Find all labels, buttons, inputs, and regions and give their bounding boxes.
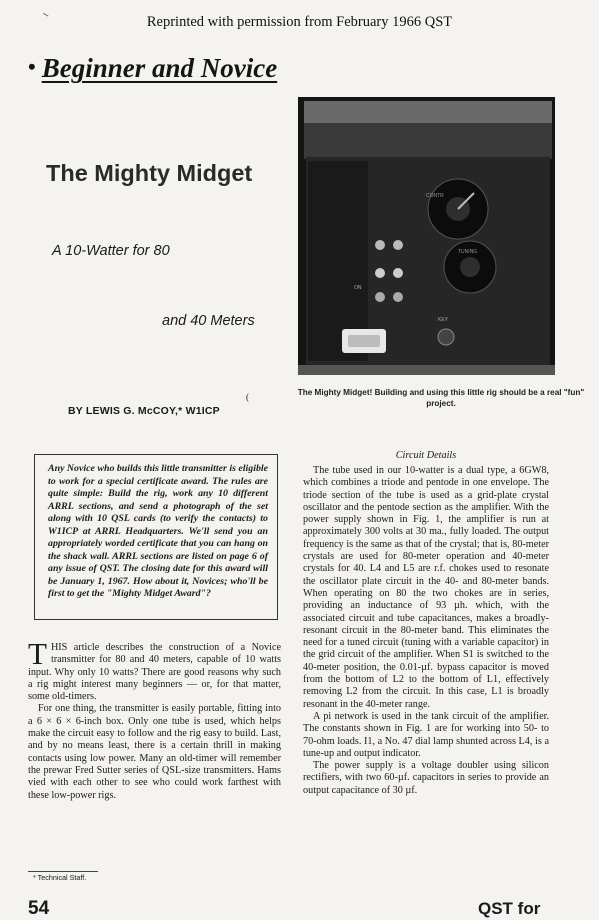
drop-cap: T [28, 636, 47, 671]
article-subtitle-line1: A 10-Watter for 80 [52, 243, 170, 259]
body-paragraph: For one thing, the transmitter is easily portable, fitting into a 6 × 6 × 6-inch box. Only one tube is used, which helps make the circuit easy to follow and the rig easy to build. Last, and by no means least, there is a certain thrill in making contacts using low power. Many an old-timer will remember the prewar Fred Sutter series of QSL-size transmitters. Hams vied with each other to see who could work farthest with these low-power rigs. [28, 703, 281, 801]
left-column [28, 636, 281, 802]
section-heading-text: Beginner and Novice [41, 53, 278, 83]
running-footer: QST for [478, 899, 541, 918]
award-announcement-text: Any Novice who builds this little transmitter is eligible to work for a special certificate award. The rules are quite simple: Build the rig, work any 10 different ARRL sections, and send a photograph of the set along with 10 QSL cards (to verify the contacts) to W1ICP at ARRL Headquarters. We'll send you an appropriately worded certificate that you can hang on the shack wall. ARRL sections are listed on page 6 of any issue of QST. The closing date for this award will be January 1, 1967. How about it, Novices; who'll be first to get the "Mighty Midget Award"? [48, 463, 269, 599]
photo-label-key: KEY [438, 317, 449, 323]
photo-label-on: ON [354, 285, 362, 291]
transmitter-photo [298, 97, 555, 375]
section-heading-circuit-details: Circuit Details [395, 450, 457, 461]
stray-mark: ( [246, 392, 249, 402]
award-announcement-box [34, 454, 278, 620]
bullet-icon: • [28, 54, 36, 79]
photo-label-contr: CONTR [426, 193, 444, 199]
footnote: * Technical Staff. [33, 873, 87, 882]
body-paragraph: A pi network is used in the tank circuit of the amplifier. The constants shown in Fig. 1 are for working into 50- to 70-ohm loads. I1, a No. 47 dial lamp shunted across L4, is a tune-up and output indicator. [303, 710, 549, 759]
article-title: The Mighty Midget [46, 160, 253, 186]
photo-caption: The Mighty Midget! Building and using this little rig should be a real "fun" project. [297, 388, 585, 408]
article-byline: BY LEWIS G. McCOY,* W1ICP [68, 405, 220, 417]
footnote-divider [28, 871, 98, 872]
intro-paragraph [28, 636, 281, 703]
body-paragraph: The tube used in our 10-watter is a dual type, a 6GW8, which combines a triode and pentode in one envelope. The triode section of the tube is used as a grid-plate crystal oscillator and the pentode section as the amplifier. With the power supply shown in Fig. 1, the amplifier is run at approximately 300 volts at 30 ma., fully loaded. The output frequency is the same as that of the crystal; that is, 80-meter crystals are used for 80-meter operation and 40-meter crystals for 40. L4 and L5 are r.f. chokes used to resonate the oscillator plate circuit in the 40- and 80-meter bands. When operating on 80 the two chokes are in series, providing an inductance of 93 µh. which, with the associated circuit and tube capacitances, makes a broadly-resonant circuit in the 80-meter band. This eliminates the need for a tuned circuit (tuning with a variable capacitor) in the grid circuit of the amplifier. When S1 is switched to the 40-meter position, the 0.01-µf. bypass capacitor is moved from the bottom of L2 to the bottom of L1, effectively removing L2 from the circuit. In this case, L1 is broadly resonant in the 40-meter range. [303, 465, 549, 710]
article-subtitle-line2: and 40 Meters [162, 313, 255, 329]
body-paragraph: The power supply is a voltage doubler using silicon rectifiers, with two 60-µf. capacitors in series to provide an output capacitance of 30 µf. [303, 760, 549, 796]
photo-label-tuning: TUNING [458, 249, 478, 255]
right-column [303, 450, 549, 797]
intro-paragraph-text: HIS article describes the construction of a Novice transmitter for 80 and 40 meters, capable of 10 watts input. Why only 10 watts? There are good reasons why such a rig might interest many beginners — or, for that matter, some old-timers. [28, 642, 281, 703]
reprint-notice: Reprinted with permission from February 1966 QST [146, 14, 453, 30]
section-heading [28, 53, 277, 84]
page-number: 54 [28, 898, 50, 919]
